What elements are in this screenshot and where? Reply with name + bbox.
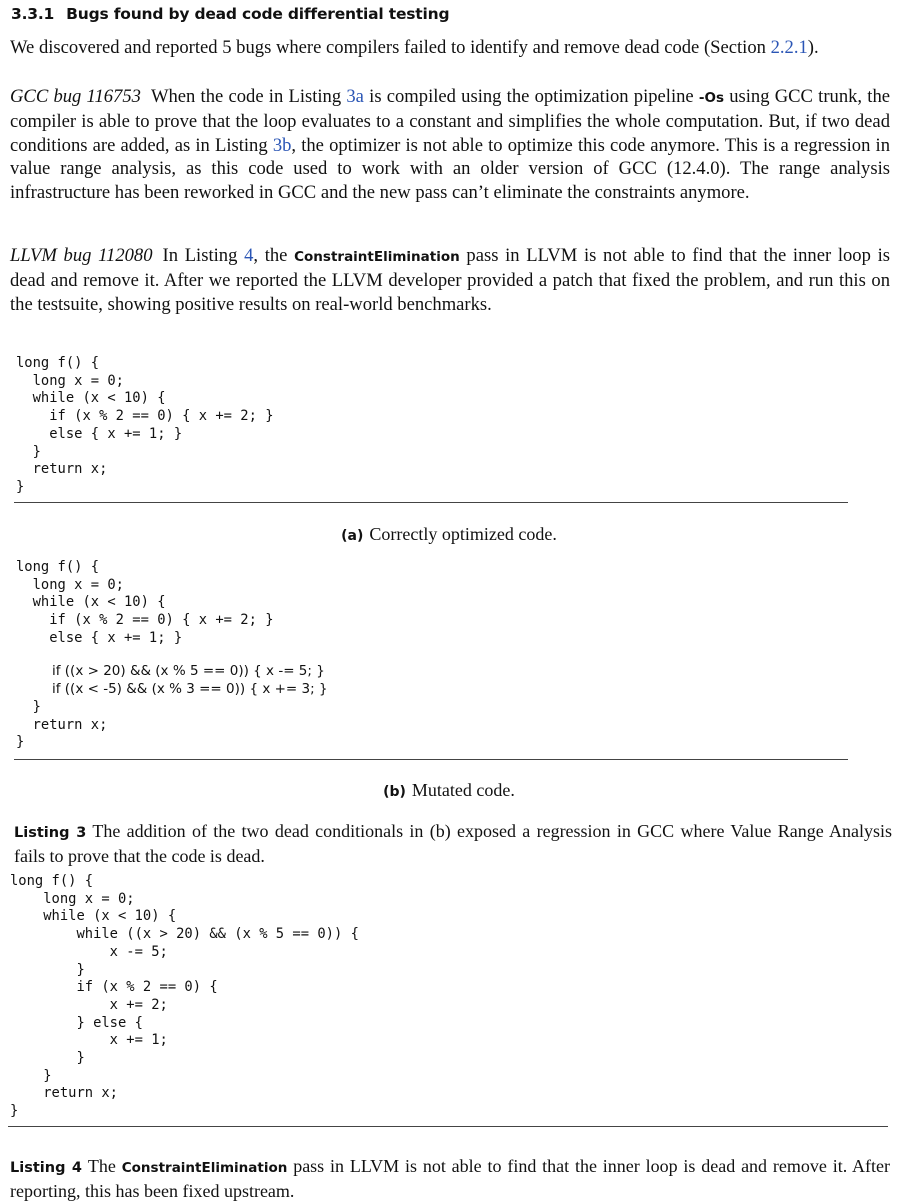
listing-3a-code: long f() { long x = 0; while (x < 10) { if (x % 2 == 0) { x += 2; } else { x += 1; } } return x; }	[16, 355, 274, 495]
section-ref-link[interactable]: 2.2.1	[770, 37, 808, 58]
llvm-bug-paragraph: LLVM bug 112080 In Listing 4, the ConstraintElimination pass in LLVM is not able to find that the inner loop is dead and remove it. After we reported the LLVM developer provided a patch that fixed the problem, and run this on the testsuite, showing positive results on real-world benchmarks.	[10, 245, 890, 315]
listing-3-caption: Listing 3 The addition of the two dead conditionals in (b) exposed a regression in GCC where Value Range Analysis fails to prove that the code is dead.	[14, 821, 892, 866]
gcc-bug-paragraph: GCC bug 116753 When the code in Listing 3a is compiled using the optimization pipeline -Os using GCC trunk, the compiler is able to prove that the loop evaluates to a constant and simplifies the whole computation. But, if two dead conditions are added, as in Listing 3b, the optimizer is not able to optimize this code anymore. This is a regression in value range analysis, as this code used to work with an older version of GCC (12.4.0). The range analysis infrastructure has been reworked in GCC and the new pass can’t eliminate the constraints anymore.	[10, 86, 890, 203]
llvm-bug-heading: LLVM bug 112080	[10, 245, 153, 266]
section-number: 3.3.1	[11, 5, 55, 23]
section-heading	[11, 5, 449, 23]
section-title: Bugs found by dead code differential testing	[66, 5, 450, 23]
intro-paragraph: We discovered and reported 5 bugs where compilers failed to identify and remove dead code (Section 2.2.1).	[10, 37, 819, 58]
listing-3b-added-conditions: if ((x > 20) && (x % 5 == 0)) { x -= 5; } if ((x < -5) && (x % 3 == 0)) { x += 3; }	[52, 663, 328, 697]
gcc-bug-heading: GCC bug 116753	[10, 86, 141, 107]
listing-4-tag: Listing 4	[10, 1160, 82, 1176]
listing-4-rule	[8, 1126, 888, 1127]
listing-4-pass-name: ConstraintElimination	[121, 1160, 288, 1176]
listing-3b-ref-link[interactable]: 3b	[272, 134, 292, 156]
listing-3a-caption: (a) Correctly optimized code.	[341, 524, 557, 544]
listing-3b-code-top: long f() { long x = 0; while (x < 10) { if (x % 2 == 0) { x += 2; } else { x += 1; }	[16, 559, 274, 646]
listing-3-tag: Listing 3	[14, 825, 87, 841]
listing-3a-ref-link[interactable]: 3a	[346, 86, 364, 107]
os-flag: -Os	[698, 90, 725, 106]
listing-4-caption: Listing 4 The ConstraintElimination pass in LLVM is not able to find that the inner loop is dead and remove it. After reporting, this has been fixed upstream.	[10, 1156, 891, 1201]
listing-3a-rule	[14, 502, 848, 503]
listing-3b-code-bottom: } return x; }	[16, 699, 108, 751]
listing-4-ref-link[interactable]: 4	[244, 245, 254, 266]
listing-3b-rule	[14, 759, 848, 760]
listing-3b-caption: (b) Mutated code.	[383, 780, 515, 800]
listing-4-code: long f() { long x = 0; while (x < 10) { while ((x > 20) && (x % 5 == 0)) { x -= 5; } if (x % 2 == 0) { x += 2; } else { x += 1; } } return x; }	[10, 873, 359, 1120]
pass-name: ConstraintElimination	[294, 249, 460, 265]
